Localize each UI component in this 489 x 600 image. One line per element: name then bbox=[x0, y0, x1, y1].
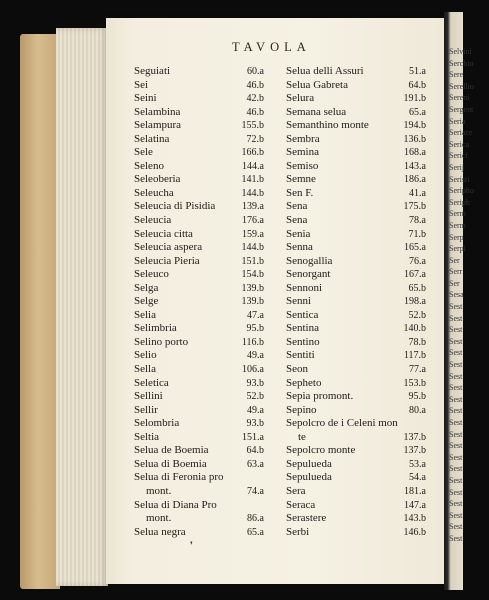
fragment-text: Ser bbox=[449, 255, 460, 265]
page-stack bbox=[56, 28, 108, 586]
fragment-text: Sest bbox=[449, 313, 463, 323]
index-entry bbox=[286, 377, 426, 391]
index-entry bbox=[286, 458, 426, 472]
fragment-text: Sest bbox=[449, 475, 463, 485]
entry-name: Sepino bbox=[286, 403, 317, 416]
entry-name: mont. bbox=[146, 512, 172, 525]
entry-name: Sennoni bbox=[286, 281, 323, 294]
entry-ref: 151.a bbox=[242, 431, 264, 443]
entry-ref: 93.b bbox=[246, 377, 264, 389]
index-entry bbox=[286, 200, 426, 214]
entry-ref: 95.b bbox=[408, 391, 426, 403]
index-entry bbox=[286, 512, 426, 526]
index-entry bbox=[134, 512, 264, 526]
book bbox=[16, 12, 474, 587]
entry-ref: 49.a bbox=[247, 350, 264, 362]
index-entry bbox=[134, 499, 264, 513]
fragment-text: Seriace bbox=[449, 128, 473, 138]
index-entry bbox=[286, 119, 426, 133]
index-entry bbox=[286, 92, 426, 106]
fragment-text: Sere bbox=[449, 70, 464, 80]
entry-name: Seleucha bbox=[134, 186, 174, 199]
entry-ref: 181.a bbox=[404, 485, 426, 497]
index-entry bbox=[134, 282, 264, 296]
index-entry bbox=[286, 146, 426, 160]
entry-name: Sellini bbox=[134, 390, 163, 403]
entry-name: Senna bbox=[286, 241, 313, 254]
entry-ref: 80.a bbox=[409, 404, 426, 416]
entry-ref: 194.b bbox=[403, 120, 426, 132]
index-entry bbox=[286, 485, 426, 499]
entry-ref: 146.b bbox=[403, 526, 426, 538]
index-entry bbox=[134, 322, 264, 336]
index-entry bbox=[286, 349, 426, 363]
page-header: TAVOLA bbox=[232, 40, 311, 54]
entry-ref: 41.a bbox=[409, 187, 426, 199]
entry-name: Seleucia Pieria bbox=[134, 254, 200, 267]
entry-name: Seletica bbox=[134, 376, 169, 389]
entry-ref: 186.a bbox=[404, 174, 426, 186]
entry-name: Selua negra bbox=[134, 525, 186, 538]
entry-name: Sentino bbox=[286, 335, 320, 348]
index-entry bbox=[134, 417, 264, 431]
fragment-text: Sest bbox=[449, 441, 463, 451]
entry-name: Semanthino monte bbox=[286, 119, 369, 132]
entry-ref: 65.b bbox=[408, 282, 426, 294]
index-page bbox=[106, 18, 444, 584]
index-entry bbox=[134, 79, 264, 93]
entry-ref: 47.a bbox=[247, 309, 264, 321]
index-entry bbox=[286, 228, 426, 242]
entry-ref: 65.a bbox=[409, 106, 426, 118]
entry-name: Sen F. bbox=[286, 186, 314, 199]
entry-ref: 60.a bbox=[247, 66, 264, 77]
entry-ref: 151.b bbox=[241, 255, 264, 267]
entry-name: Selua Gabreta bbox=[286, 78, 348, 91]
index-entry bbox=[134, 485, 264, 499]
index-entry bbox=[134, 106, 264, 120]
entry-name: Seltia bbox=[134, 430, 160, 443]
entry-name: Sena bbox=[286, 200, 308, 213]
entry-ref: 137.b bbox=[403, 431, 426, 443]
entry-name: Sepolcro monte bbox=[286, 444, 356, 457]
entry-name: Seon bbox=[286, 363, 308, 376]
left-column bbox=[134, 65, 264, 539]
entry-name: Sepulueda bbox=[286, 457, 332, 470]
entry-ref: 86.a bbox=[247, 513, 264, 525]
entry-ref: 153.b bbox=[403, 377, 426, 389]
entry-ref: 93.b bbox=[246, 418, 264, 430]
entry-name: Selge bbox=[134, 295, 159, 308]
index-entry bbox=[134, 404, 264, 418]
index-entry bbox=[134, 133, 264, 147]
index-entry bbox=[286, 187, 426, 201]
entry-name: Semina bbox=[286, 146, 319, 159]
fragment-text: Serp bbox=[449, 232, 464, 242]
entry-name: Seleucia di Pisidia bbox=[134, 200, 216, 213]
entry-ref: 191.b bbox=[403, 93, 426, 105]
fragment-text: Serchio bbox=[449, 58, 474, 68]
index-entry bbox=[286, 79, 426, 93]
book-cover-edge bbox=[20, 34, 60, 589]
entry-name: Selua di Feronia pro bbox=[134, 471, 224, 484]
index-entry bbox=[286, 214, 426, 228]
index-entry bbox=[286, 471, 426, 485]
entry-name: Sepheto bbox=[286, 376, 322, 389]
entry-name: Senogallia bbox=[286, 254, 333, 267]
entry-ref: 136.b bbox=[403, 133, 426, 145]
fragment-text: Sest bbox=[449, 394, 463, 404]
index-entry bbox=[286, 417, 426, 431]
entry-ref: 46.b bbox=[246, 106, 264, 118]
entry-name: Semana selua bbox=[286, 105, 347, 118]
entry-ref: 71.b bbox=[408, 228, 426, 240]
index-entry bbox=[286, 444, 426, 458]
fragment-text: Sest bbox=[449, 325, 463, 335]
index-entry bbox=[134, 431, 264, 445]
entry-ref: 95.b bbox=[246, 323, 264, 335]
entry-ref: 77.a bbox=[409, 364, 426, 376]
entry-name: Sena bbox=[286, 214, 308, 227]
entry-name: Seleucia bbox=[134, 214, 172, 227]
entry-ref: 144.a bbox=[242, 160, 264, 172]
index-entry bbox=[286, 255, 426, 269]
fragment-text: Sest bbox=[449, 464, 463, 474]
entry-ref: 140.b bbox=[403, 323, 426, 335]
entry-name: Selatina bbox=[134, 132, 170, 145]
entry-name: Sepolcro de i Celeni mon bbox=[286, 417, 398, 430]
fragment-text: Sest bbox=[449, 499, 463, 509]
fragment-text: Sest bbox=[449, 360, 463, 370]
entry-ref: 52.b bbox=[246, 391, 264, 403]
entry-name: Selino porto bbox=[134, 335, 189, 348]
index-entry bbox=[134, 458, 264, 472]
fragment-text: Seripho bbox=[449, 186, 474, 196]
index-entry bbox=[134, 295, 264, 309]
entry-ref: 143.a bbox=[404, 160, 426, 172]
index-entry bbox=[286, 309, 426, 323]
entry-ref: 72.b bbox=[246, 133, 264, 145]
entry-ref: 64.b bbox=[408, 79, 426, 91]
entry-name: Semiso bbox=[286, 159, 319, 172]
entry-name: Senorgant bbox=[286, 268, 331, 281]
entry-ref: 117.b bbox=[403, 350, 426, 362]
entry-name: Sentica bbox=[286, 308, 319, 321]
fragment-text: Sereni bbox=[449, 93, 470, 103]
index-entry bbox=[134, 173, 264, 187]
entry-ref: 198.a bbox=[404, 296, 426, 308]
entry-ref: 143.b bbox=[403, 513, 426, 525]
entry-ref: 139.b bbox=[241, 296, 264, 308]
fragment-text: Sest bbox=[449, 383, 463, 393]
entry-name: Selombria bbox=[134, 417, 180, 430]
entry-ref: 74.a bbox=[247, 485, 264, 497]
entry-name: Sepia promont. bbox=[286, 390, 354, 403]
next-page-edge bbox=[444, 12, 474, 590]
fragment-text: Sest bbox=[449, 348, 463, 358]
entry-name: Selua di Boemia bbox=[134, 457, 207, 470]
fragment-text: Seristi bbox=[449, 174, 470, 184]
index-entry bbox=[286, 241, 426, 255]
index-entry bbox=[286, 160, 426, 174]
index-entry bbox=[286, 431, 426, 445]
fragment-text: Sest bbox=[449, 522, 463, 532]
entry-name: Seraca bbox=[286, 498, 316, 511]
entry-name: Selga bbox=[134, 281, 159, 294]
entry-ref: 165.a bbox=[404, 242, 426, 254]
entry-ref: 167.a bbox=[404, 269, 426, 281]
fragment-text: Seria bbox=[449, 116, 466, 126]
index-entry bbox=[286, 322, 426, 336]
entry-ref: 144.b bbox=[241, 242, 264, 254]
fragment-text: Sest bbox=[449, 371, 463, 381]
fragment-text: Serr bbox=[449, 267, 463, 277]
entry-ref: 159.a bbox=[242, 228, 264, 240]
index-entry bbox=[134, 146, 264, 160]
entry-name: Sentiti bbox=[286, 349, 315, 362]
entry-name: te bbox=[298, 430, 306, 443]
entry-ref: 63.a bbox=[247, 458, 264, 470]
fragment-text: Sest bbox=[449, 487, 463, 497]
entry-name: Selua di Diana Pro bbox=[134, 498, 217, 511]
index-entry bbox=[134, 336, 264, 350]
entry-ref: 42.b bbox=[246, 93, 264, 105]
index-entry bbox=[286, 173, 426, 187]
ink-mark-icon: ❜ bbox=[190, 540, 193, 550]
fragment-text: Serpi bbox=[449, 244, 466, 254]
index-entry bbox=[134, 92, 264, 106]
entry-name: Seleno bbox=[134, 159, 164, 172]
fragment-text: Serij bbox=[449, 162, 465, 172]
index-entry bbox=[134, 268, 264, 282]
fragment-text: Sergent bbox=[449, 104, 474, 114]
entry-ref: 139.a bbox=[242, 201, 264, 213]
index-entry bbox=[286, 390, 426, 404]
index-entry bbox=[286, 295, 426, 309]
entry-name: Selimbria bbox=[134, 322, 177, 335]
index-entry bbox=[134, 241, 264, 255]
entry-ref: 175.b bbox=[403, 201, 426, 213]
fragment-text: Sest bbox=[449, 429, 463, 439]
index-entry bbox=[134, 377, 264, 391]
entry-ref: 65.a bbox=[247, 526, 264, 538]
fragment-text: Sest bbox=[449, 302, 463, 312]
entry-ref: 155.b bbox=[241, 120, 264, 132]
index-entry bbox=[134, 228, 264, 242]
entry-name: Selura bbox=[286, 92, 315, 105]
index-entry bbox=[286, 282, 426, 296]
entry-ref: 176.a bbox=[242, 215, 264, 227]
entry-ref: 144.b bbox=[241, 187, 264, 199]
entry-name: Seleoberia bbox=[134, 173, 181, 186]
entry-name: Senia bbox=[286, 227, 311, 240]
index-entry bbox=[134, 187, 264, 201]
entry-name: Sele bbox=[134, 146, 153, 159]
entry-name: Selio bbox=[134, 349, 157, 362]
entry-name: Seini bbox=[134, 92, 157, 105]
index-entry bbox=[286, 268, 426, 282]
index-entry bbox=[134, 200, 264, 214]
index-entry bbox=[286, 526, 426, 540]
index-entry bbox=[286, 106, 426, 120]
index-entry bbox=[134, 214, 264, 228]
entry-name: Selia bbox=[134, 308, 156, 321]
fragment-text: Sest bbox=[449, 533, 463, 543]
entry-name: Selampura bbox=[134, 119, 182, 132]
entry-ref: 52.b bbox=[408, 309, 426, 321]
index-entry bbox=[286, 336, 426, 350]
entry-ref: 166.b bbox=[241, 147, 264, 159]
fragment-text: Sest bbox=[449, 406, 463, 416]
entry-ref: 139.b bbox=[241, 282, 264, 294]
entry-ref: 106.a bbox=[242, 364, 264, 376]
entry-name: Seleuco bbox=[134, 268, 169, 281]
entry-ref: 53.a bbox=[409, 458, 426, 470]
entry-ref: 116.b bbox=[241, 336, 264, 348]
entry-ref: 49.a bbox=[247, 404, 264, 416]
entry-ref: 147.a bbox=[404, 499, 426, 511]
entry-name: Sera bbox=[286, 484, 306, 497]
fragment-text: Sest bbox=[449, 418, 463, 427]
index-entry bbox=[134, 526, 264, 540]
fragment-text: Ser bbox=[449, 278, 460, 288]
entry-name: Sembra bbox=[286, 132, 320, 145]
entry-name: Semne bbox=[286, 173, 316, 186]
entry-name: Sentina bbox=[286, 322, 319, 335]
index-entry bbox=[286, 133, 426, 147]
entry-name: Senni bbox=[286, 295, 312, 308]
entry-ref: 78.b bbox=[408, 336, 426, 348]
index-entry bbox=[286, 404, 426, 418]
entry-name: Sellir bbox=[134, 403, 158, 416]
index-entry bbox=[134, 255, 264, 269]
entry-ref: 78.a bbox=[409, 215, 426, 227]
index-entry bbox=[286, 65, 426, 79]
index-entry bbox=[134, 444, 264, 458]
fragment-text: Serm bbox=[449, 209, 466, 219]
index-entry bbox=[134, 349, 264, 363]
entry-ref: 137.b bbox=[403, 445, 426, 457]
fragment-text: Sest bbox=[449, 510, 463, 520]
entry-ref: 54.a bbox=[409, 472, 426, 484]
entry-name: Serbi bbox=[286, 525, 310, 538]
index-entry bbox=[286, 499, 426, 513]
entry-name: Serastere bbox=[286, 512, 327, 525]
fragment-text: Sest bbox=[449, 452, 463, 462]
index-entry bbox=[134, 309, 264, 323]
entry-ref: 154.b bbox=[241, 269, 264, 281]
entry-name: mont. bbox=[146, 484, 172, 497]
entry-name: Sella bbox=[134, 363, 156, 376]
entry-name: Seguiati bbox=[134, 65, 171, 77]
entry-ref: 46.b bbox=[246, 79, 264, 91]
index-entry bbox=[134, 119, 264, 133]
index-entry bbox=[134, 363, 264, 377]
entry-name: Selambina bbox=[134, 105, 181, 118]
entry-name: Seleucia citta bbox=[134, 227, 193, 240]
entry-ref: 141.b bbox=[241, 174, 264, 186]
index-entry bbox=[134, 65, 264, 79]
index-entry bbox=[286, 363, 426, 377]
fragment-text: Serici bbox=[449, 151, 468, 161]
index-entry bbox=[134, 471, 264, 485]
next-page-fragments bbox=[449, 46, 489, 545]
fragment-text: Selvini bbox=[449, 47, 472, 56]
entry-name: Selua de Boemia bbox=[134, 444, 209, 457]
fragment-text: Sesa bbox=[449, 290, 464, 300]
fragment-text: Seriph bbox=[449, 197, 470, 207]
fragment-text: Serellio bbox=[449, 81, 474, 91]
right-column bbox=[286, 65, 426, 539]
fragment-text: Serm bbox=[449, 220, 466, 230]
entry-name: Selua delli Assuri bbox=[286, 65, 364, 77]
entry-ref: 51.a bbox=[409, 66, 426, 77]
entry-name: Sepulueda bbox=[286, 471, 332, 484]
index-entry bbox=[134, 390, 264, 404]
entry-ref: 76.a bbox=[409, 255, 426, 267]
entry-ref: 64.b bbox=[246, 445, 264, 457]
index-entry bbox=[134, 160, 264, 174]
entry-ref: 168.a bbox=[404, 147, 426, 159]
fragment-text: Serica bbox=[449, 139, 469, 149]
entry-name: Seleucia aspera bbox=[134, 241, 203, 254]
entry-name: Sei bbox=[134, 78, 149, 91]
fragment-text: Sest bbox=[449, 336, 463, 346]
